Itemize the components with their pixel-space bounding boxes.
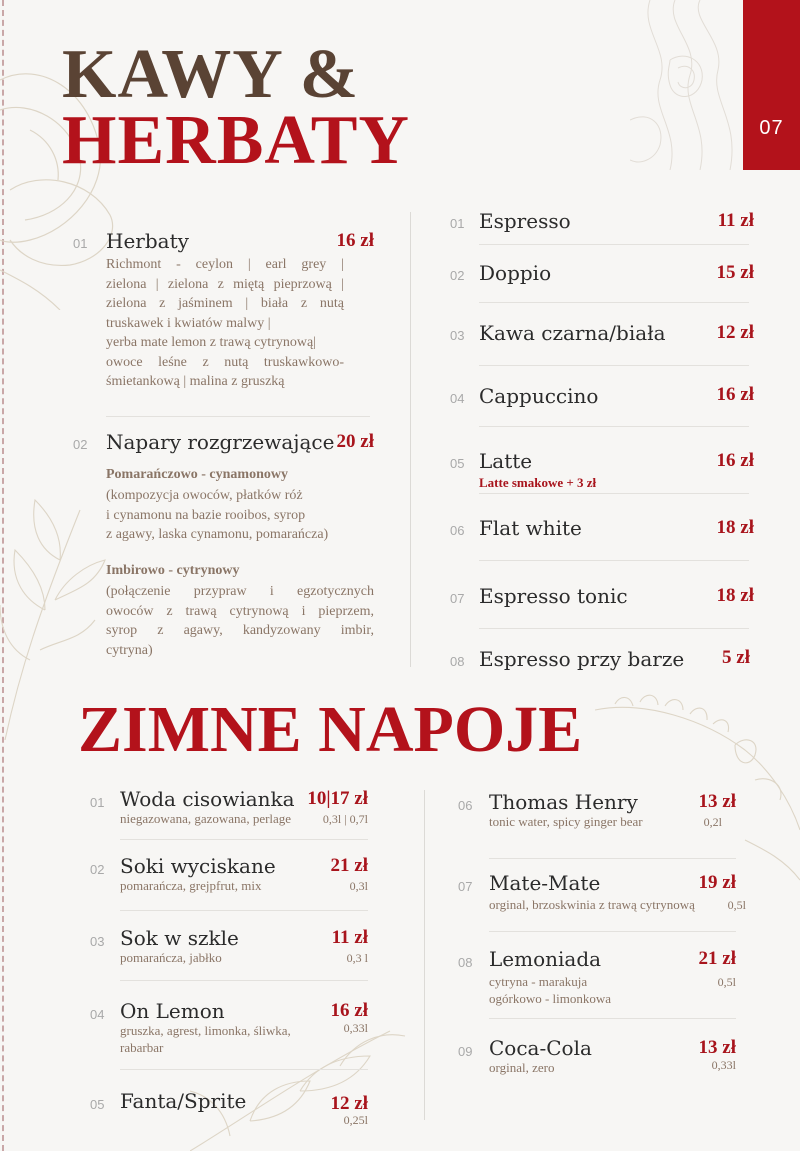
item-separator	[479, 628, 749, 629]
item-description: pomarańcza, grejpfrut, mix	[120, 878, 262, 893]
item-name: Latte	[479, 449, 533, 473]
item-name: Mate-Mate	[489, 871, 601, 895]
item-volume: 0,25l	[343, 1113, 368, 1127]
item-price: 20 zł	[336, 431, 374, 452]
page-number: 07	[759, 117, 784, 139]
item-name: Cappuccino	[479, 384, 599, 408]
item-number: 08	[450, 654, 465, 669]
item-separator	[479, 365, 749, 366]
column-divider	[410, 212, 411, 667]
item-name: On Lemon	[120, 999, 225, 1023]
item-number: 06	[458, 798, 473, 813]
item-number: 01	[450, 216, 465, 231]
item-separator	[479, 302, 749, 303]
item-price: 19 zł	[698, 872, 736, 893]
item-price: 21 zł	[330, 855, 368, 876]
item-number: 05	[450, 456, 465, 471]
item-separator	[479, 560, 749, 561]
item-price: 16 zł	[716, 450, 754, 471]
item-name: Thomas Henry	[489, 790, 638, 814]
item-number: 09	[458, 1044, 473, 1059]
item-price: 18 zł	[716, 517, 754, 538]
item-name: Coca-Cola	[489, 1036, 592, 1060]
item-separator	[489, 1018, 736, 1019]
item-name: Herbaty	[106, 229, 189, 253]
item-number: 02	[73, 437, 88, 452]
item-name: Woda cisowianka	[120, 787, 295, 811]
item-price: 12 zł	[330, 1093, 368, 1114]
item-price: 21 zł	[698, 948, 736, 969]
item-number: 03	[450, 328, 465, 343]
item-number: 01	[73, 236, 88, 251]
item-description: niegazowana, gazowana, perlage	[120, 811, 292, 826]
page-number-tab	[743, 0, 800, 170]
item-separator	[479, 493, 749, 494]
item-description: cytryna - marakuja	[489, 974, 588, 989]
item-price: 16 zł	[716, 384, 754, 405]
item-separator	[489, 858, 736, 859]
item-price: 11 zł	[331, 927, 368, 948]
item-name: Lemoniada	[489, 947, 602, 971]
item-volume: 0,33l	[343, 1021, 368, 1035]
item-volume: 0,2l	[703, 815, 722, 829]
item-price: 15 zł	[716, 262, 754, 283]
item-volume: 0,3 l	[346, 951, 368, 965]
perforated-edge	[2, 0, 4, 1151]
item-price: 12 zł	[716, 322, 754, 343]
item-name: Flat white	[479, 516, 582, 540]
item-description: pomarańcza, jabłko	[120, 950, 222, 965]
item-extra-note: Latte smakowe + 3 zł	[479, 475, 597, 490]
item-volume: 0,3l	[349, 879, 368, 893]
item-name: Doppio	[479, 261, 552, 285]
item-number: 01	[90, 795, 105, 810]
item-separator	[120, 910, 368, 911]
item-description: tonic water, spicy ginger bear	[489, 814, 643, 829]
item-number: 05	[90, 1097, 105, 1112]
item-number: 08	[458, 955, 473, 970]
item-number: 07	[458, 879, 473, 894]
item-name: Espresso przy barze	[479, 647, 685, 671]
item-separator	[479, 426, 749, 427]
item-number: 02	[90, 862, 105, 877]
item-name: Soki wyciskane	[120, 854, 276, 878]
item-name: Kawa czarna/biała	[479, 321, 666, 345]
item-volume: 0,3l | 0,7l	[322, 812, 368, 826]
item-price: 16 zł	[330, 1000, 368, 1021]
variant-title: Pomarańczowo - cynamonowy	[106, 467, 288, 482]
item-name: Espresso	[479, 209, 571, 233]
section-title-tea: HERBATY	[62, 102, 410, 179]
column-divider	[424, 790, 425, 1120]
variant-title: Imbirowo - cytrynowy	[106, 563, 240, 578]
item-description: Richmont - ceylon | earl grey | zielona | zielona z miętą pieprzową | zielona z jaśminem | biała z nutą truskawek i kwiatów malwy | yerba mate lemon z trawą cytrynową| owoce leśne z nutą truskawkowo- śmietankową | malina z gruszką	[106, 257, 344, 389]
item-separator	[120, 1069, 368, 1070]
variant-description: (kompozycja owoców, płatków róż i cynamonu na bazie rooibos, syrop z agawy, laska cynamonu, pomarańcza)	[106, 488, 329, 542]
item-separator	[120, 839, 368, 840]
item-name: Sok w szkle	[120, 926, 239, 950]
topographic-pattern	[630, 0, 750, 170]
item-number: 02	[450, 268, 465, 283]
item-number: 04	[450, 391, 465, 406]
item-name: Espresso tonic	[479, 584, 628, 608]
item-price: 11 zł	[717, 210, 754, 231]
item-description: gruszka, agrest, limonka, śliwka,	[120, 1023, 291, 1038]
item-description: orginal, brzoskwinia z trawą cytrynową	[489, 897, 695, 912]
variant-description: (połączenie przypraw i egzotycznych owoców z trawą cytrynową i pieprzem, syrop z agawy, kandyzowany imbir, cytryna)	[106, 584, 374, 658]
item-number: 04	[90, 1007, 105, 1022]
item-volume: 0,5l	[717, 975, 736, 989]
item-separator	[479, 244, 749, 245]
item-name: Fanta/Sprite	[120, 1089, 247, 1113]
item-description: orginal, zero	[489, 1060, 555, 1075]
item-price: 16 zł	[336, 230, 374, 251]
item-price: 13 zł	[698, 791, 736, 812]
item-price: 5 zł	[722, 647, 750, 668]
item-number: 07	[450, 591, 465, 606]
item-separator	[106, 416, 370, 417]
item-number: 03	[90, 934, 105, 949]
item-volume: 0,5l	[727, 898, 746, 912]
item-description-line2: ogórkowo - limonkowa	[489, 991, 612, 1006]
item-number: 06	[450, 523, 465, 538]
item-name: Napary rozgrzewające	[106, 430, 335, 454]
section-title-cold-drinks: ZIMNE NAPOJE	[78, 693, 583, 766]
item-price: 13 zł	[698, 1037, 736, 1058]
item-volume: 0,33l	[711, 1058, 736, 1072]
item-price: 18 zł	[716, 585, 754, 606]
item-price: 10|17 zł	[307, 788, 368, 809]
item-description-line2: rabarbar	[120, 1040, 164, 1055]
section-title-coffee: KAWY &	[62, 36, 360, 113]
item-separator	[120, 980, 368, 981]
item-separator	[489, 931, 736, 932]
